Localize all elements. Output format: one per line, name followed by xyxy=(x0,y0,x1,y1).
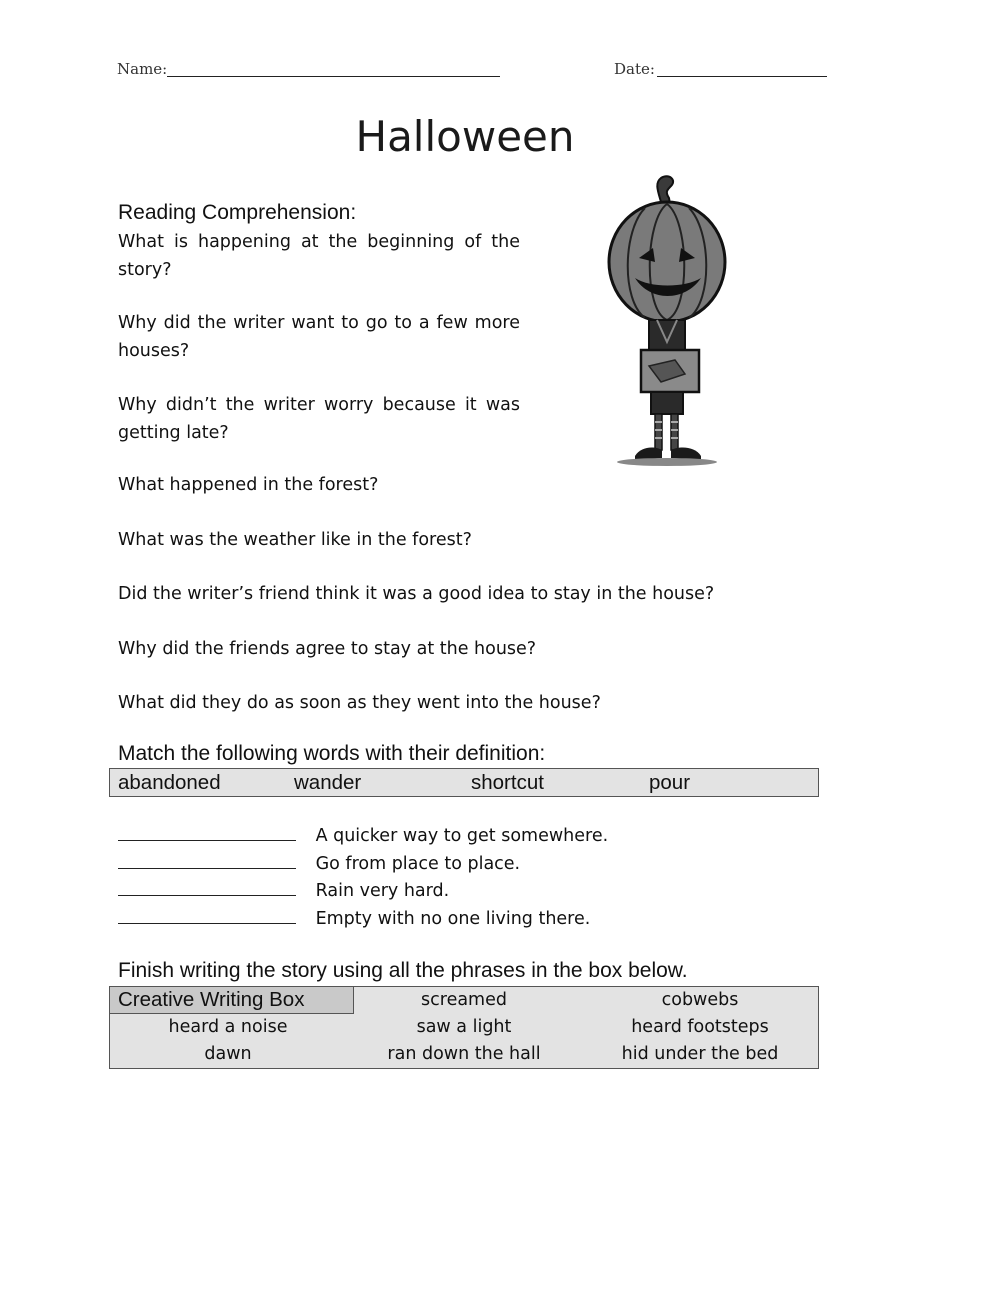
word-pour: pour xyxy=(649,771,691,794)
page-title: Halloween xyxy=(355,112,575,161)
date-label: Date: xyxy=(614,60,655,78)
question-6: Did the writer’s friend think it was a good idea to stay in the house? xyxy=(118,584,715,604)
question-2: Why did the writer want to go to a few more houses? xyxy=(118,313,520,361)
phrase: screamed xyxy=(421,990,507,1010)
date-field[interactable] xyxy=(657,62,827,77)
question-1: What is happening at the beginning of the story? xyxy=(118,232,520,280)
word-bank xyxy=(109,768,819,797)
question-5: What was the weather like in the forest? xyxy=(118,530,472,550)
name-label: Name: xyxy=(117,60,168,78)
question-4: What happened in the forest? xyxy=(118,475,379,495)
phrase: hid under the bed xyxy=(621,1044,779,1064)
phrase: cobwebs xyxy=(661,990,739,1010)
creative-box-title: Creative Writing Box xyxy=(110,987,354,1014)
phrase: heard footsteps xyxy=(631,1017,769,1037)
definition-text: Rain very hard. xyxy=(315,881,450,901)
creative-writing-box xyxy=(109,986,819,1069)
matching-heading: Match the following words with their definition: xyxy=(118,742,546,765)
definition-text: Empty with no one living there. xyxy=(315,909,591,929)
phrase: heard a noise xyxy=(168,1017,288,1037)
definition-row xyxy=(118,822,608,850)
name-field[interactable] xyxy=(167,62,500,77)
question-8: What did they do as soon as they went into the house? xyxy=(118,693,601,713)
word-shortcut: shortcut xyxy=(471,771,544,794)
definition-row xyxy=(118,850,520,878)
answer-blank[interactable] xyxy=(118,905,296,924)
phrase: ran down the hall xyxy=(387,1044,541,1064)
phrase: saw a light xyxy=(416,1017,512,1037)
phrase: dawn xyxy=(204,1044,252,1064)
writing-heading: Finish writing the story using all the phrases in the box below. xyxy=(118,959,688,982)
question-7: Why did the friends agree to stay at the house? xyxy=(118,639,537,659)
definition-text: Go from place to place. xyxy=(315,854,521,874)
answer-blank[interactable] xyxy=(118,877,296,896)
definition-row xyxy=(118,905,590,933)
reading-heading: Reading Comprehension: xyxy=(118,201,357,224)
question-3: Why didn’t the writer worry because it was getting late? xyxy=(118,395,520,443)
word-wander: wander xyxy=(294,771,362,794)
definition-text: A quicker way to get somewhere. xyxy=(315,826,609,846)
answer-blank[interactable] xyxy=(118,822,296,841)
definition-row xyxy=(118,877,449,905)
answer-blank[interactable] xyxy=(118,850,296,869)
word-abandoned: abandoned xyxy=(118,771,221,794)
pumpkin-head-character-icon xyxy=(605,170,730,470)
